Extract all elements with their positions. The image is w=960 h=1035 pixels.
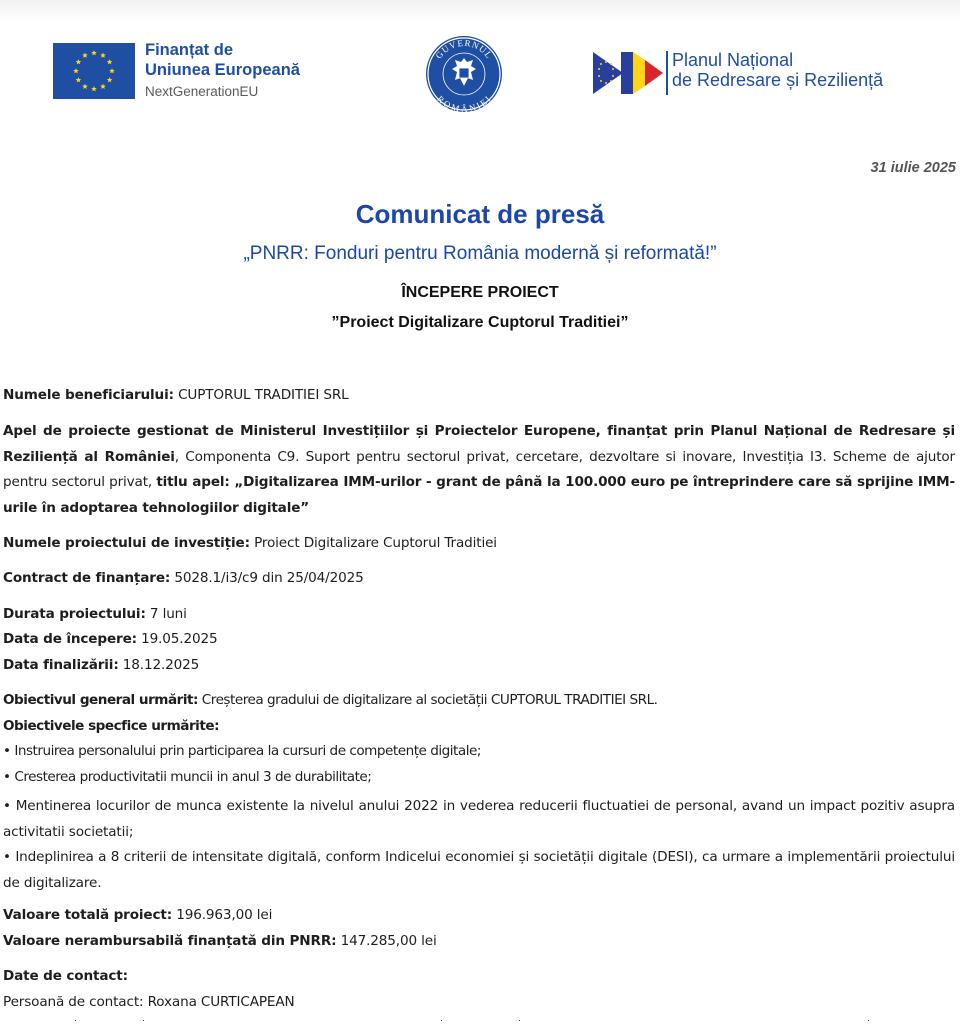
seal-bottom-text: ROMÂNIEI	[435, 93, 494, 114]
cut-off-text-fragment	[519, 1020, 520, 1021]
pnrr-logo	[593, 48, 913, 98]
beneficiary-value: CUPTORUL TRADITIEI SRL	[178, 387, 349, 403]
end-date-label: Data finalizării	[3, 657, 114, 673]
grant-value-label: Valoare nerambursabilă finanțată din PNRR	[3, 933, 332, 949]
start-date-label: Data de începere	[3, 631, 132, 647]
start-date-row: Data de începere: 19.05.2025	[3, 631, 218, 647]
project-title: ”Proiect Digitalizare Cuptorul Traditiei”	[331, 314, 629, 331]
cut-off-text-fragment	[868, 1020, 869, 1021]
contact-label: Date de contact:	[3, 968, 128, 984]
call-details: , Componenta C9. Suport pentru sectorul privat, cercetare, dezvoltare si inovare, Investiția I3. Scheme de ajutor pentru sectorul privat,	[3, 448, 955, 490]
objective-item: • Cresterea productivitatii muncii in anul 3 de durabilitate;	[3, 769, 372, 785]
objective-item: • Indeplinirea a 8 criterii de intensitate digitală, conform Indicelui economiei și societății digitale (DESI), ca urmare a implementării proiectului de digitalizare.	[3, 849, 955, 891]
project-name-label: Numele proiectului de investiție	[3, 535, 245, 551]
total-value-label: Valoare totală proiect	[3, 907, 167, 923]
end-date-value: 18.12.2025	[122, 657, 200, 673]
contract-row: Contract de finanțare: 5028.1/i3/c9 din 25/04/2025	[3, 570, 364, 586]
grant-value-amount: 147.285,00 lei	[340, 933, 437, 949]
eu-logo-line1: Finanțat de	[145, 41, 234, 59]
top-shadow	[0, 0, 960, 22]
total-value-amount: 196.963,00 lei	[176, 907, 273, 923]
general-objective-row: Obiectivul general urmărit: Creșterea gradului de digitalizare al societății CUPTORUL TRADITIEI SRL.	[3, 692, 658, 708]
call-bold-intro: Apel de proiecte gestionat de Ministerul Investițiilor și Proiectelor Europene, finanțat prin Planul Național de Redresare și Reziliență al României	[3, 423, 955, 465]
seal-top-text: GUVERNUL	[433, 37, 495, 61]
project-name-value: Proiect Digitalizare Cuptorul Traditiei	[254, 535, 497, 551]
pnrr-logo-line2: de Redresare și Reziliență	[672, 70, 884, 90]
start-date-value: 19.05.2025	[141, 631, 218, 647]
beneficiary-row: Numele beneficiarului: CUPTORUL TRADITIEI SRL	[3, 387, 349, 403]
section-heading: ÎNCEPERE PROIECT	[401, 284, 559, 301]
project-name-row: Numele proiectului de investiție: Proiect Digitalizare Cuptorul Traditiei	[3, 535, 497, 551]
duration-value: 7 luni	[149, 606, 187, 622]
eu-logo-line3: NextGenerationEU	[145, 84, 259, 99]
specific-objectives-heading: Obiectivele specfice urmărite:	[3, 718, 219, 734]
eu-funding-logo	[53, 43, 313, 101]
eu-logo-line2: Uniunea Europeană	[145, 61, 300, 79]
objective-item: • Instruirea personalului prin participarea la cursuri de competențe digitale;	[3, 743, 481, 759]
call-title: titlu apel: „Digitalizarea IMM-urilor - grant de până la 100.000 euro pe întreprindere care să sprijine IMM-urile în adoptarea tehnologiilor digitale”	[3, 474, 955, 516]
duration-row: Durata proiectului: 7 luni	[3, 606, 187, 622]
general-objective-label: Obiectivul general urmărit	[3, 692, 194, 708]
total-value-row: Valoare totală proiect: 196.963,00 lei	[3, 907, 273, 923]
contract-value: 5028.1/i3/c9 din 25/04/2025	[174, 570, 364, 586]
press-release-date: 31 iulie 2025	[870, 160, 956, 176]
contract-label: Contract de finanțare	[3, 570, 165, 586]
general-objective-value: Creșterea gradului de digitalizare al societății CUPTORUL TRADITIEI SRL.	[201, 692, 658, 708]
pnrr-arrows-icon	[593, 50, 665, 96]
beneficiary-label: Numele beneficiarului	[3, 387, 169, 403]
duration-label: Durata proiectului	[3, 606, 141, 622]
contact-person: Persoană de contact: Roxana CURTICAPEAN	[3, 994, 295, 1010]
page-title: Comunicat de presă	[355, 199, 605, 229]
page-subtitle: „PNRR: Fonduri pentru România modernă și reformată!”	[243, 243, 717, 264]
government-seal-logo	[424, 34, 504, 114]
pnrr-logo-line1: Planul Național	[672, 50, 794, 70]
grant-value-row: Valoare nerambursabilă finanțată din PNRR: 147.285,00 lei	[3, 933, 437, 949]
specific-objectives-label: Obiectivele specfice urmărite	[3, 718, 215, 734]
cut-off-text-fragment	[75, 1020, 76, 1021]
objective-item: • Mentinerea locurilor de munca existente la nivelul anului 2022 in vederea reducerii fluctuatiei de personal, avand un impact pozitiv asupra activitatii societatii;	[3, 798, 955, 840]
contact-heading	[3, 968, 128, 984]
pnrr-divider	[666, 51, 668, 95]
cut-off-text-fragment	[441, 1020, 442, 1021]
end-date-row: Data finalizării: 18.12.2025	[3, 657, 200, 673]
eu-flag-icon	[53, 43, 135, 99]
call-paragraph	[3, 419, 955, 521]
cut-off-text-fragment	[143, 1020, 144, 1021]
